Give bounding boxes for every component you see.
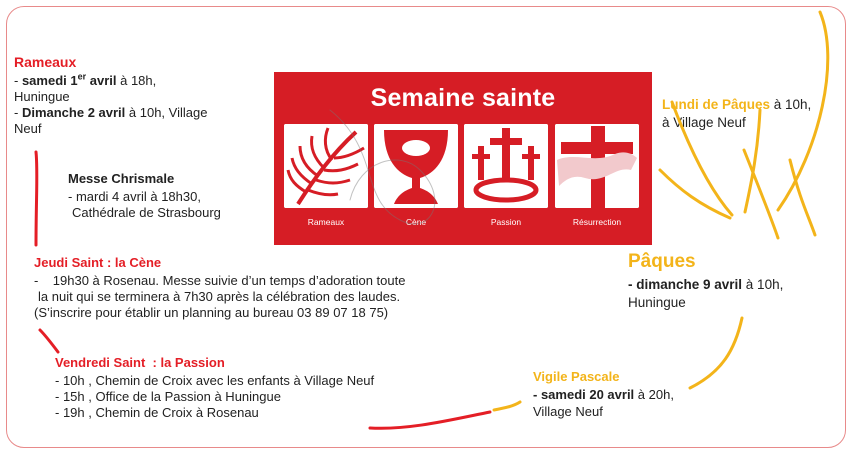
vigile-line-2: Village Neuf (533, 404, 603, 419)
lundi-line-1: Lundi de Pâques à 10h, (662, 97, 812, 112)
banner-title: Semaine sainte (370, 84, 556, 112)
paques-line-2: Huningue (628, 295, 686, 310)
palm-branch-icon (284, 124, 368, 208)
jeudi-section (34, 255, 405, 321)
vendredi-line-1: - 10h , Chemin de Croix avec les enfants à Village Neuf (55, 373, 375, 388)
vendredi-title: Vendredi Saint : la Passion (55, 355, 225, 370)
banner-label-rameaux: Rameaux (307, 217, 345, 227)
rameaux-line-2: Huningue (14, 89, 70, 104)
paques-line-1: - dimanche 9 avril à 10h, (628, 277, 784, 292)
rameaux-date-2: Dimanche 2 avril (21, 105, 126, 120)
chrismale-line-2: Cathédrale de Strasbourg (72, 205, 221, 220)
rameaux-line-3: - Dimanche 2 avril à 10h, Village (14, 105, 208, 120)
jeudi-title: Jeudi Saint : la Cène (34, 255, 162, 270)
chrismale-line-1: - mardi 4 avril à 18h30, (68, 189, 201, 204)
crosses-crown-icon (464, 124, 548, 208)
banner-label-resurrection: Résurrection (572, 217, 622, 227)
banner-label-cene: Cène (405, 217, 427, 227)
paques-section (628, 250, 783, 312)
rameaux-line-4: Neuf (14, 121, 42, 136)
vendredi-line-2: - 15h , Office de la Passion à Huningue (55, 389, 281, 404)
rameaux-section (14, 54, 207, 137)
banner-label-passion: Passion (490, 217, 522, 227)
chalice-icon (374, 124, 458, 208)
vendredi-section (55, 355, 374, 421)
jeudi-line-3: (S’inscrire pour établir un planning au bureau 03 89 07 18 75) (34, 305, 389, 320)
rameaux-title: Rameaux (14, 54, 77, 70)
rameaux-date-1: samedi 1er avril (21, 71, 117, 88)
jeudi-line-1: - 19h30 à Rosenau. Messe suivie d’un temps d’adoration toute (34, 273, 406, 288)
jeudi-line-2: la nuit qui se terminera à 7h30 après la célébration des laudes. (38, 289, 401, 304)
semaine-sainte-banner (274, 72, 652, 245)
vendredi-line-3: - 19h , Chemin de Croix à Rosenau (55, 405, 259, 420)
paques-title: Pâques (628, 251, 696, 272)
chrismale-section (68, 171, 221, 221)
lundi-line-2: à Village Neuf (662, 115, 746, 130)
chrismale-title: Messe Chrismale (68, 171, 175, 186)
resurrection-cross-icon (555, 124, 639, 208)
vigile-line-1: - samedi 20 avril à 20h, (533, 387, 674, 402)
rameaux-line-1: - samedi 1er avril à 18h, (14, 71, 157, 88)
lundi-title: Lundi de Pâques (662, 97, 771, 112)
vigile-section (533, 368, 674, 420)
lundi-section (662, 96, 811, 132)
vigile-title: Vigile Pascale (533, 369, 620, 384)
